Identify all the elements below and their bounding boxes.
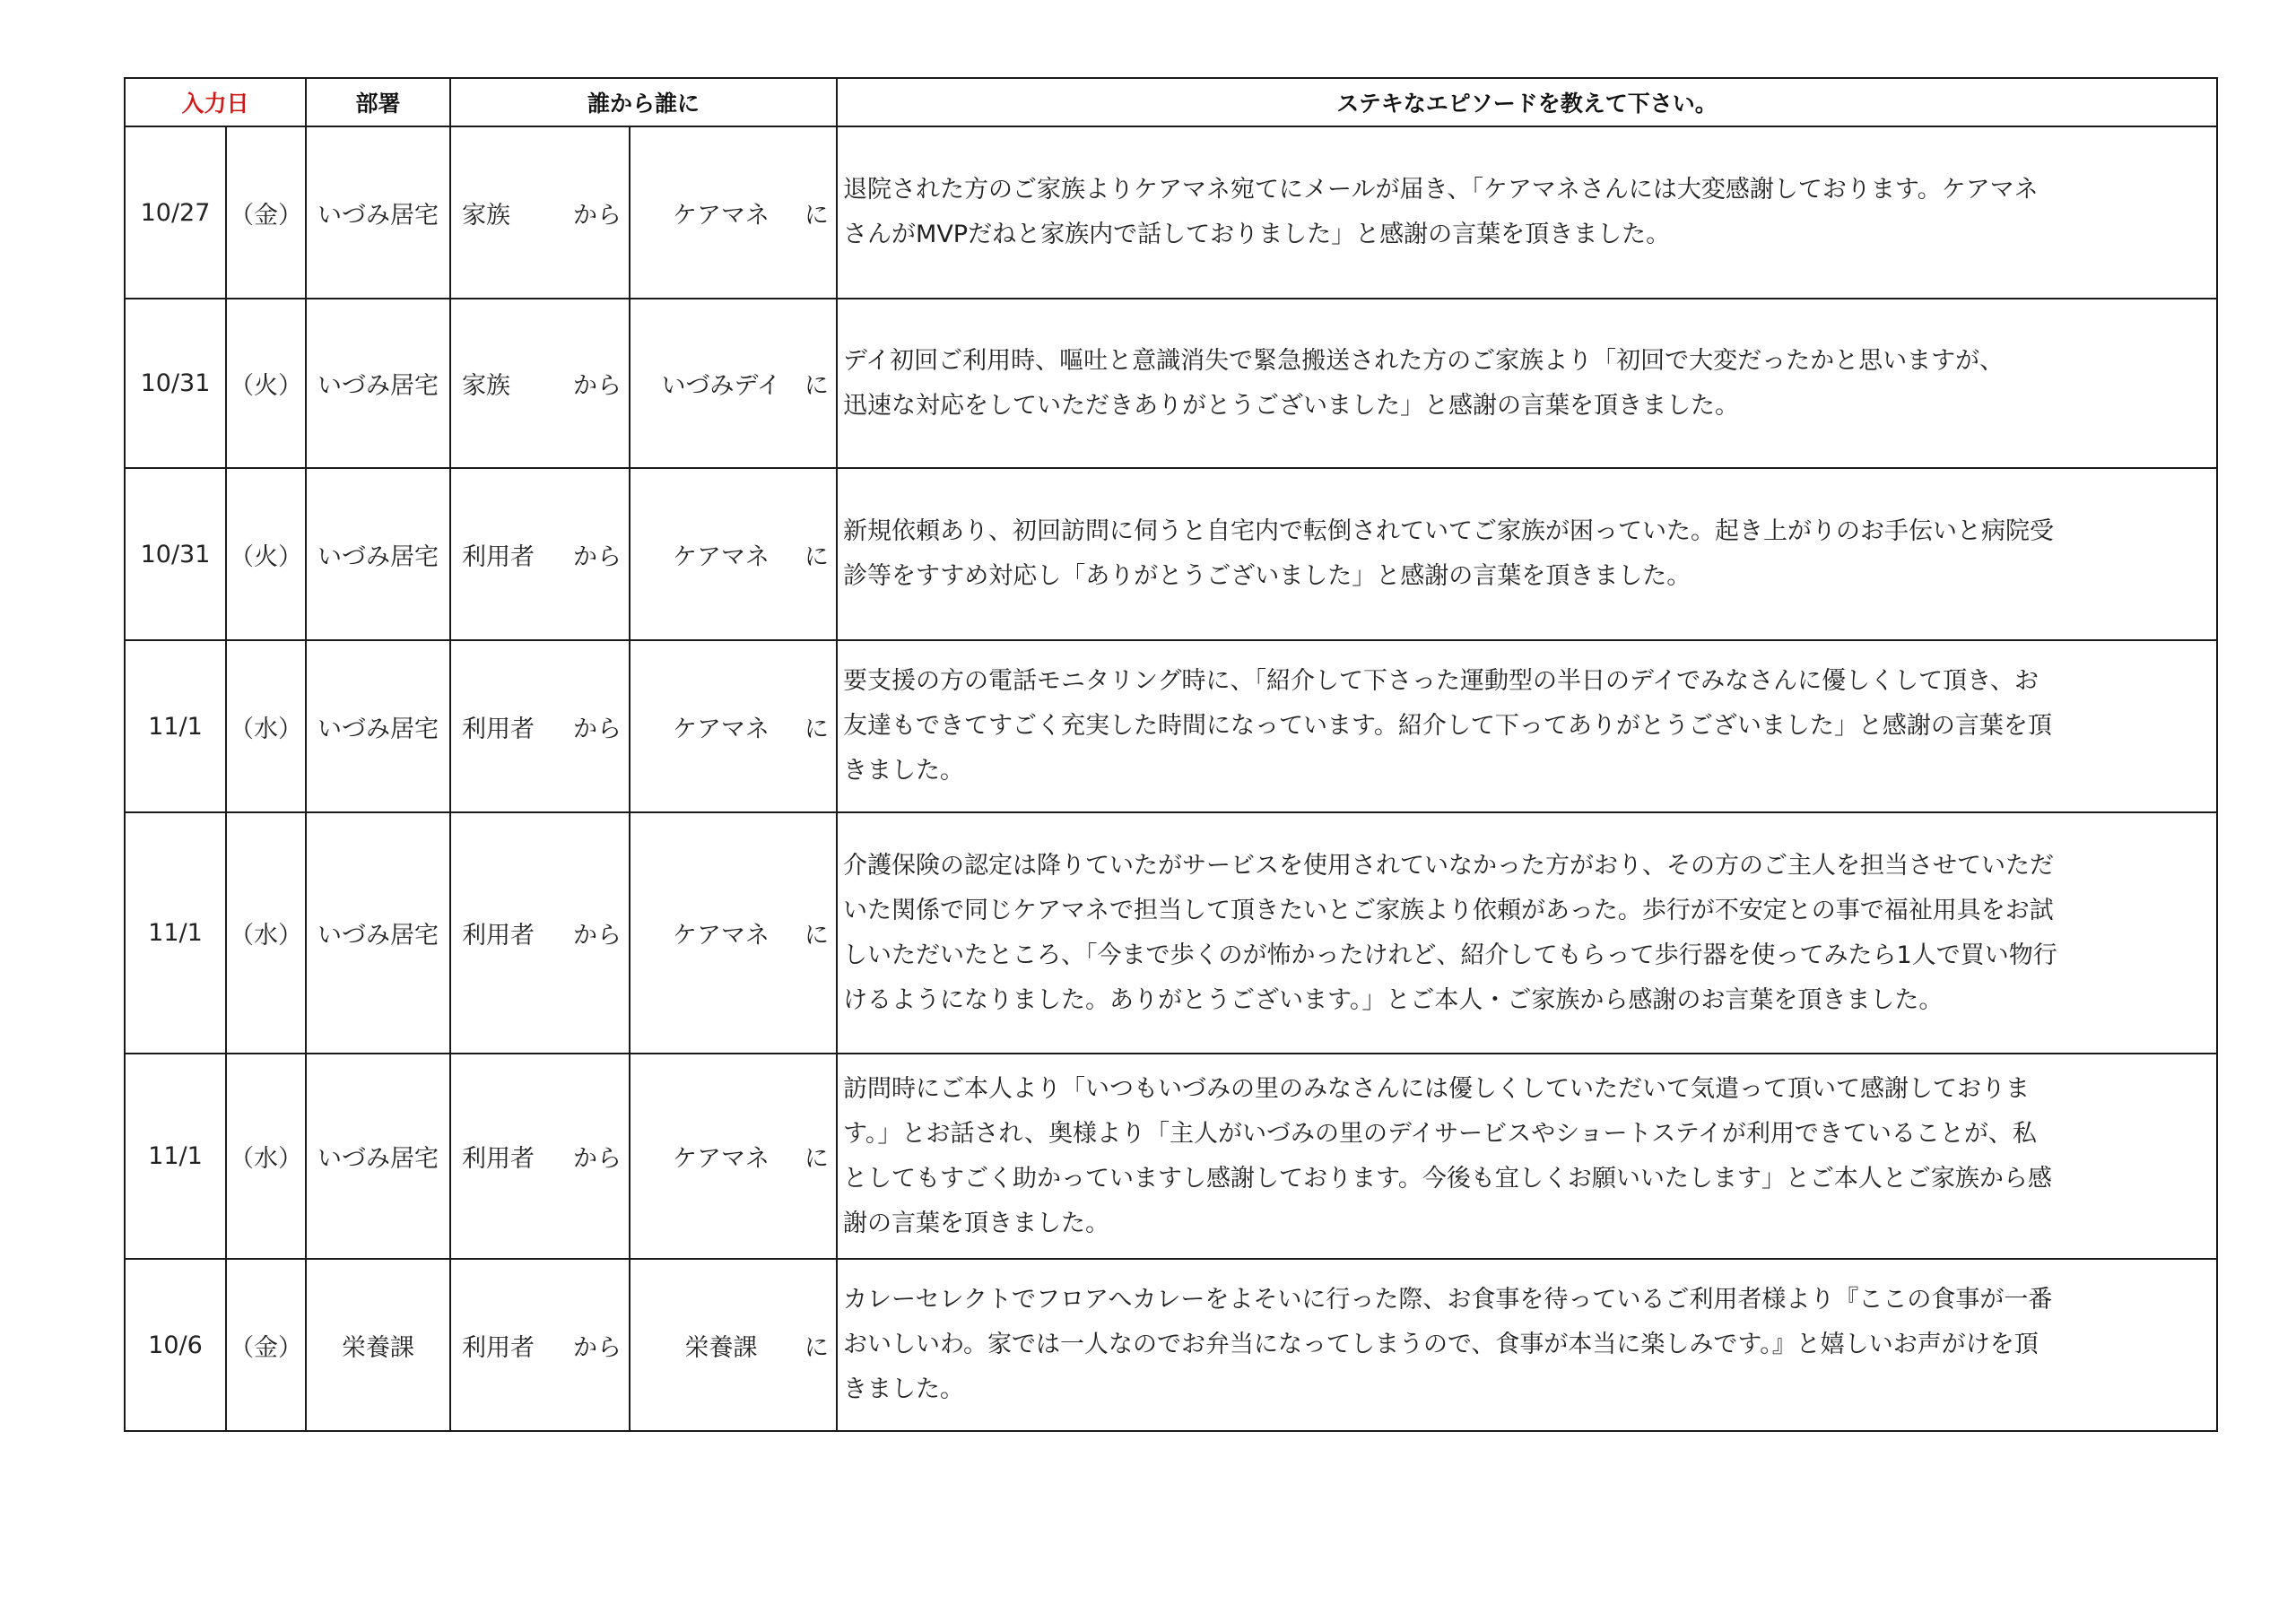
- row-to-cell: [630, 299, 837, 468]
- row-date: 10/31: [125, 299, 226, 468]
- row-day-of-week: （火）: [226, 468, 306, 640]
- row-date: 11/1: [125, 812, 226, 1054]
- row-episode: 介護保険の認定は降りていたがサービスを使用されていなかった方がおり、その方のご主人を担当させていただ いた関係で同じケアマネで担当して頂きたいとご家族より依頼があった。歩行が不安定との事で福祉用具をお試 しいただいたところ、「今まで歩くのが怖かったけれど、紹介してもらって歩行器を使ってみたら1人で買い物行 けるようになりました。ありがとうございます。」とご本人・ご家族から感謝のお言葉を頂きました。: [837, 812, 2217, 1054]
- row-from-connector: から: [573, 201, 622, 230]
- row-to-cell: [630, 812, 837, 1054]
- row-department: いづみ居宅: [306, 468, 450, 640]
- row-department: いづみ居宅: [306, 299, 450, 468]
- table-row: [125, 299, 2217, 468]
- row-department: いづみ居宅: [306, 126, 450, 299]
- row-to: ケアマネ: [673, 201, 770, 230]
- row-from-cell: [450, 812, 630, 1054]
- row-department: いづみ居宅: [306, 1054, 450, 1259]
- header-row: [125, 78, 2217, 126]
- row-day-of-week: （火）: [226, 299, 306, 468]
- row-to-connector: に: [804, 922, 830, 950]
- row-to-cell: [630, 1259, 837, 1431]
- row-from-connector: から: [573, 542, 622, 571]
- row-episode: 要支援の方の電話モニタリング時に、「紹介して下さった運動型の半日のデイでみなさんに優しくして頂き、お 友達もできてすごく充実した時間になっています。紹介して下ってありがとうございました」と感謝の言葉を頂 きました。: [837, 640, 2217, 812]
- row-episode: カレーセレクトでフロアへカレーをよそいに行った際、お食事を待っているご利用者様より『ここの食事が一番 おいしいわ。家では一人なのでお弁当になってしまうので、食事が本当に楽しみです。』と嬉しいお声がけを頂 きました。: [837, 1259, 2217, 1431]
- row-day-of-week: （金）: [226, 126, 306, 299]
- row-from-cell: [450, 1259, 630, 1431]
- row-to-connector: に: [804, 201, 830, 230]
- row-from-cell: [450, 126, 630, 299]
- row-to-connector: に: [804, 542, 830, 571]
- row-from: 家族: [462, 372, 511, 400]
- row-from-connector: から: [573, 1333, 622, 1362]
- row-to: 栄養課: [684, 1333, 758, 1362]
- row-to-connector: に: [804, 715, 830, 743]
- row-department: いづみ居宅: [306, 640, 450, 812]
- row-day-of-week: （水）: [226, 640, 306, 812]
- row-episode: デイ初回ご利用時、嘔吐と意識消失で緊急搬送された方のご家族より「初回で大変だったかと思いますが、 迅速な対応をしていただきありがとうございました」と感謝の言葉を頂きました。: [837, 299, 2217, 468]
- row-day-of-week: （水）: [226, 812, 306, 1054]
- row-episode: 新規依頼あり、初回訪問に伺うと自宅内で転倒されていてご家族が困っていた。起き上がりのお手伝いと病院受 診等をすすめ対応し「ありがとうございました」と感謝の言葉を頂きました。: [837, 468, 2217, 640]
- row-to: ケアマネ: [673, 715, 770, 743]
- row-to-connector: に: [804, 1333, 830, 1362]
- header-episode: ステキなエピソードを教えて下さい。: [837, 78, 2217, 126]
- row-to-cell: [630, 126, 837, 299]
- row-from: 利用者: [462, 542, 535, 571]
- table-row: [125, 812, 2217, 1054]
- row-from: 利用者: [462, 922, 535, 950]
- row-from: 利用者: [462, 1145, 535, 1173]
- row-date: 10/27: [125, 126, 226, 299]
- row-to-cell: [630, 468, 837, 640]
- row-from-cell: [450, 299, 630, 468]
- row-date: 10/31: [125, 468, 226, 640]
- row-episode: 退院された方のご家族よりケアマネ宛てにメールが届き、「ケアマネさんには大変感謝しております。ケアマネ さんがMVPだねと家族内で話しておりました」と感謝の言葉を頂きました。: [837, 126, 2217, 299]
- table-row: [125, 640, 2217, 812]
- row-to-connector: に: [804, 372, 830, 400]
- row-from: 利用者: [462, 1333, 535, 1362]
- row-to-cell: [630, 1054, 837, 1259]
- row-from-connector: から: [573, 715, 622, 743]
- header-dept: 部署: [306, 78, 450, 126]
- row-from-cell: [450, 640, 630, 812]
- row-day-of-week: （水）: [226, 1054, 306, 1259]
- row-from: 家族: [462, 201, 511, 230]
- episode-table: [124, 77, 2218, 1432]
- row-date: 11/1: [125, 640, 226, 812]
- row-from-connector: から: [573, 922, 622, 950]
- row-to: ケアマネ: [673, 542, 770, 571]
- row-from-cell: [450, 1054, 630, 1259]
- row-date: 10/6: [125, 1259, 226, 1431]
- header-date: 入力日: [125, 78, 306, 126]
- row-from-connector: から: [573, 372, 622, 400]
- row-to-cell: [630, 640, 837, 812]
- table-row: [125, 1054, 2217, 1259]
- table-row: [125, 468, 2217, 640]
- row-to-connector: に: [804, 1145, 830, 1173]
- row-to: ケアマネ: [673, 1145, 770, 1173]
- header-from-to: 誰から誰に: [450, 78, 837, 126]
- row-from-connector: から: [573, 1145, 622, 1173]
- table-row: [125, 1259, 2217, 1431]
- row-department: 栄養課: [306, 1259, 450, 1431]
- row-department: いづみ居宅: [306, 812, 450, 1054]
- row-episode: 訪問時にご本人より「いつもいづみの里のみなさんには優しくしていただいて気遣って頂いて感謝しておりま す。」とお話され、奥様より「主人がいづみの里のデイサービスやショートステイが利用できていることが、私 としてもすごく助かっていますし感謝しております。今後も宜しくお願いいたします」とご本人とご家族から感 謝の言葉を頂きました。: [837, 1054, 2217, 1259]
- table-row: [125, 126, 2217, 299]
- row-day-of-week: （金）: [226, 1259, 306, 1431]
- row-date: 11/1: [125, 1054, 226, 1259]
- row-from: 利用者: [462, 715, 535, 743]
- row-to: いづみデイ: [661, 372, 781, 400]
- row-to: ケアマネ: [673, 922, 770, 950]
- row-from-cell: [450, 468, 630, 640]
